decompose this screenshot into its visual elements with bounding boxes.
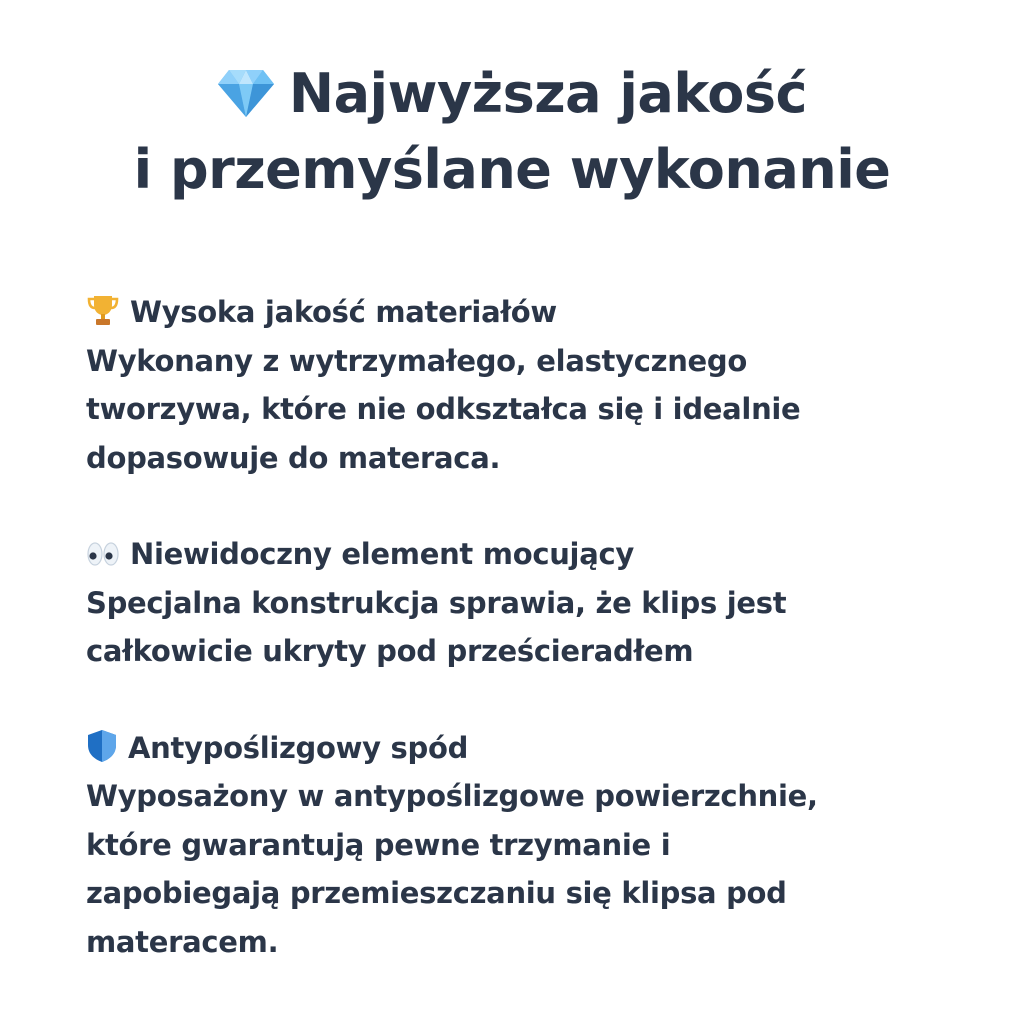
feature-anti-slip	[86, 724, 946, 967]
title-line-1	[0, 56, 1024, 132]
description-line: Wyposażony w antypoślizgowe powierzchnie,	[86, 779, 818, 813]
feature-heading-text: Antypoślizgowy spód	[128, 730, 469, 765]
gem-icon	[217, 68, 275, 118]
description-line: całkowicie ukryty pod prześcieradłem	[86, 634, 694, 668]
description-line: Wykonany z wytrzymałego, elastycznego	[86, 343, 747, 378]
description-line: które gwarantują pewne trzymanie i	[86, 827, 671, 862]
shield-icon	[86, 729, 118, 763]
description-line: materacem.	[86, 924, 279, 959]
feature-description	[86, 337, 946, 483]
description-line: tworzywa, które nie odkształca się i idealnie	[86, 392, 801, 426]
feature-materials	[86, 288, 946, 482]
feature-hidden-fastener	[86, 530, 946, 676]
feature-description	[86, 772, 946, 966]
description-line: zapobiegają przemieszczaniu się klipsa pod	[86, 876, 787, 910]
feature-heading	[86, 288, 946, 337]
description-line: Specjalna konstrukcja sprawia, że klips jest	[86, 585, 787, 620]
title-text-line-1: Najwyższa jakość	[288, 62, 808, 125]
feature-heading	[86, 530, 946, 579]
description-line: dopasowuje do materaca.	[86, 440, 501, 475]
feature-description	[86, 579, 946, 676]
title-text-line-2: i przemyślane wykonanie	[133, 138, 891, 201]
eyes-icon	[86, 539, 120, 569]
feature-list	[86, 288, 946, 1014]
feature-heading	[86, 724, 946, 773]
feature-heading-text: Wysoka jakość materiałów	[130, 295, 557, 329]
feature-heading-text: Niewidoczny element mocujący	[130, 537, 634, 571]
page-title	[0, 56, 1024, 208]
trophy-icon	[86, 293, 120, 327]
